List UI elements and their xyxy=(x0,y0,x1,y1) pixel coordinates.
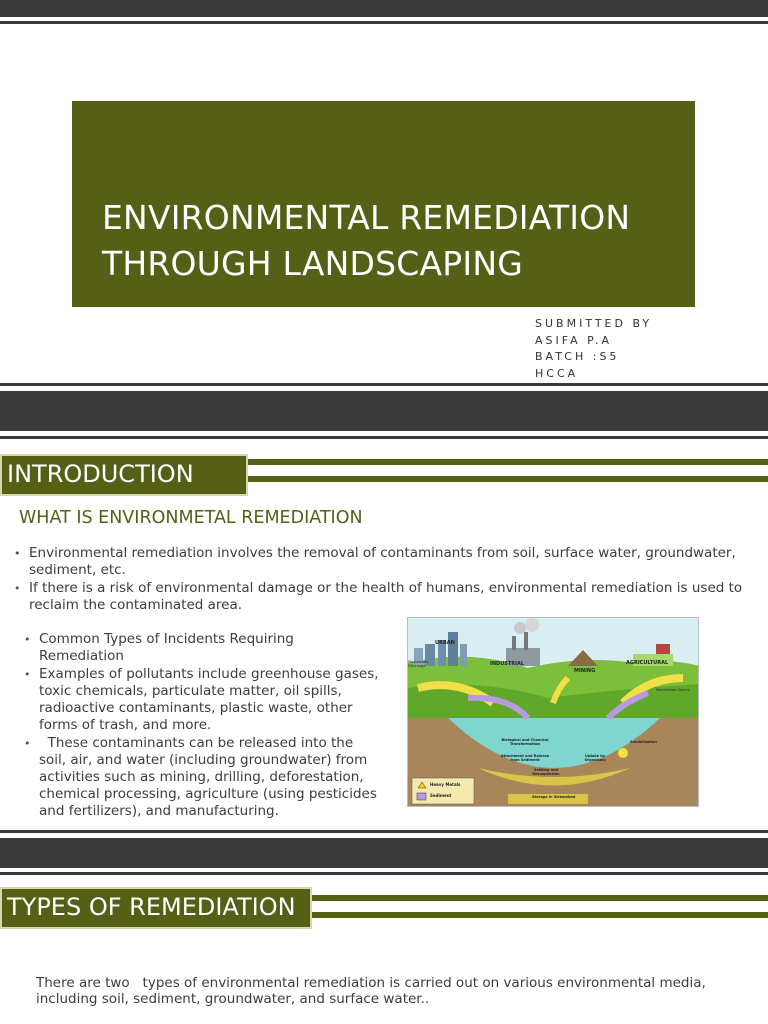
institution-label: HCCA xyxy=(535,366,579,380)
legend-metals: Heavy Metals xyxy=(430,782,461,787)
label-industrial: INDUSTRIAL xyxy=(490,661,525,667)
slide-separator-1 xyxy=(0,391,768,431)
label-mining: MINING xyxy=(574,668,596,674)
label-uptake: Uptake by Organisms xyxy=(584,754,606,762)
bullet-icon: • xyxy=(24,668,31,681)
list-item xyxy=(24,666,380,734)
types-rule-top xyxy=(312,895,768,901)
left-bullet-list xyxy=(24,631,380,821)
slide-separator-1-line xyxy=(0,383,768,386)
types-paragraph: There are two types of environmental remediation is carried out on various environmental media, including soil, sediment, groundwater, and surface water.. xyxy=(36,975,711,1007)
author-name: ASIFA P.A xyxy=(535,333,613,347)
subheading: WHAT IS ENVIRONMETAL REMEDIATION xyxy=(19,508,363,528)
bullet-icon: • xyxy=(14,582,21,595)
bullet-icon: • xyxy=(14,547,21,560)
top-band-line xyxy=(0,21,768,24)
types-heading-text: TYPES OF REMEDIATION xyxy=(7,893,296,921)
list-item-text: Environmental remediation involves the removal of contaminants from soil, surface water, groundwater, sediment, etc. xyxy=(29,545,736,578)
label-transfer: Wastewater Discharge xyxy=(408,660,429,668)
slide-separator-2-line-bottom xyxy=(0,872,768,875)
contaminant-cycle-diagram xyxy=(407,617,699,807)
list-item-text: If there is a risk of environmental damage or the health of humans, environmental remediation is used to reclaim the contaminated area. xyxy=(29,580,743,613)
heading-rule-bottom xyxy=(248,476,768,482)
label-settling: Settling and Resuspension xyxy=(532,768,560,776)
list-item-text: Common Types of Incidents Requiring Remediation xyxy=(39,631,294,664)
introduction-heading xyxy=(0,454,248,496)
label-storage: Storage in Streambed xyxy=(532,795,576,799)
slide-separator-2-line xyxy=(0,830,768,833)
bullet-icon: • xyxy=(24,633,31,646)
top-band xyxy=(0,0,768,17)
types-rule-bottom xyxy=(312,912,768,918)
label-solubilization: Solubilization xyxy=(630,740,657,744)
heading-rule-top xyxy=(248,459,768,465)
slide-separator-1-line-bottom xyxy=(0,436,768,439)
list-item xyxy=(14,580,754,614)
list-item xyxy=(14,545,754,579)
label-attachment: Attachment and Release from Sediment xyxy=(500,754,550,762)
title-banner xyxy=(72,101,695,307)
submitted-label: SUBMITTED BY xyxy=(535,317,653,330)
top-bullet-list xyxy=(14,545,754,615)
list-item xyxy=(24,631,380,665)
label-agricultural: AGRICULTURAL xyxy=(626,660,669,666)
slide-separator-2 xyxy=(0,838,768,868)
introduction-heading-text: INTRODUCTION xyxy=(7,460,194,488)
legend-sediment: Sediment xyxy=(430,793,452,798)
label-urban: URBAN xyxy=(435,640,455,646)
list-item xyxy=(24,735,380,820)
list-item-text: These contaminants can be released into the soil, air, and water (including groundwater) from activities such as mining, drilling, deforestation, chemical processing, agriculture (using pesticides and fertilizers), and manufacturing. xyxy=(39,735,382,819)
slide-title: ENVIRONMENTAL REMEDIATION THROUGH LANDSCAPING xyxy=(102,198,631,283)
submitted-by-block xyxy=(535,316,652,382)
batch-label: BATCH :S5 xyxy=(535,350,620,363)
label-fertilization: Fertilization Source xyxy=(656,688,690,692)
label-biological: Biological and Chemical Transformation xyxy=(501,738,549,746)
bullet-icon: • xyxy=(24,737,31,750)
list-item-text: Examples of pollutants include greenhouse gases, toxic chemicals, particulate matter, oil spills, radioactive contaminants, plastic waste, other forms of trash, and more. xyxy=(39,666,379,733)
types-heading xyxy=(0,887,312,929)
